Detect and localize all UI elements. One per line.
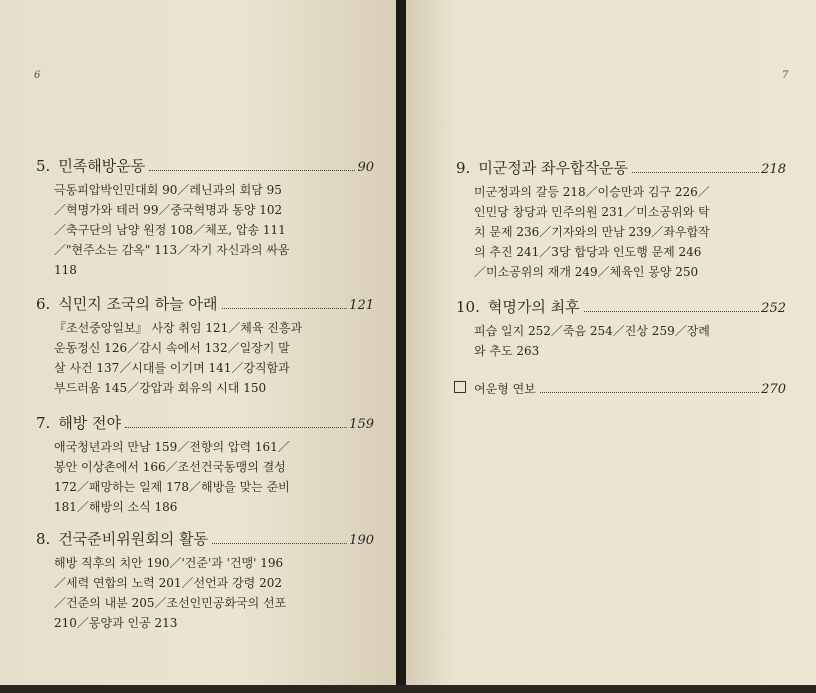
leader-dots (540, 392, 759, 393)
section-number: 5. (36, 157, 51, 175)
section-number: 8. (36, 530, 51, 548)
section-title: 건국준비위원회의 활동 (58, 530, 208, 548)
section-title: 미군정과 좌우합작운동 (478, 159, 628, 177)
toc-section-8 (36, 528, 374, 633)
toc-line: 치 문제 236／기자와의 만남 239／좌우합작 (474, 225, 710, 239)
section-heading (36, 528, 374, 549)
toc-line: 미군정과의 갈등 218／이승만과 김구 226／ (474, 185, 710, 199)
toc-line: 애국청년과의 만남 159／전향의 압력 161／ (54, 440, 290, 454)
right-page (406, 0, 816, 693)
toc-line: 의 추진 241／3당 합당과 인도행 문제 246 (474, 245, 702, 259)
toc-line: 해방 직후의 치안 190／'건준'과 '건맹' 196 (54, 556, 284, 570)
toc-line: ／혁명가와 테러 99／중국혁명과 동양 102 (54, 203, 283, 217)
section-page: 218 (761, 162, 786, 177)
section-title: 혁명가의 최후 (487, 298, 580, 316)
toc-section-9 (456, 157, 786, 282)
section-title: 해방 전야 (58, 414, 122, 432)
book-gutter (396, 0, 406, 693)
left-page (0, 0, 396, 693)
toc-line: ／세력 연합의 노력 201／선언과 강령 202 (54, 576, 282, 590)
section-number: 10. (456, 298, 480, 316)
section-heading (36, 412, 374, 433)
section-number: 9. (456, 159, 471, 177)
toc-line: 210／몽양과 인공 213 (54, 616, 178, 630)
toc-line: 극동피압박인민대회 90／레닌과의 회담 95 (54, 183, 282, 197)
section-page: 159 (349, 417, 374, 432)
toc-line: ／미소공위의 재개 249／체육인 몽양 250 (474, 265, 699, 279)
section-page: 121 (349, 298, 374, 313)
page-number-left: 6 (34, 70, 41, 81)
section-page: 90 (357, 160, 374, 175)
leader-dots (584, 311, 760, 312)
section-page: 190 (349, 533, 374, 548)
toc-line: 181／해방의 소식 186 (54, 500, 178, 514)
leader-dots (632, 172, 759, 173)
page-number-right: 7 (782, 70, 789, 81)
toc-section-7 (36, 412, 374, 517)
toc-line: 『조선중앙일보』 사장 취임 121／체육 진흥과 (54, 321, 303, 335)
toc-line: 인민당 창당과 민주의원 231／미소공위와 탁 (474, 205, 710, 219)
toc-line: 봉안 이상촌에서 166／조선건국동맹의 결성 (54, 460, 286, 474)
section-title: 식민지 조국의 하늘 아래 (58, 295, 218, 313)
appendix-page: 270 (761, 382, 786, 397)
toc-section-10 (456, 296, 786, 361)
toc-line: 와 추도 263 (474, 344, 540, 358)
section-heading (456, 157, 786, 178)
section-title: 민족해방운동 (58, 157, 146, 175)
appendix-title: 여운형 연보 (474, 382, 536, 396)
toc-line: 부드러움 145／강압과 회유의 시대 150 (54, 381, 267, 395)
leader-dots (222, 308, 348, 309)
toc-section-6 (36, 293, 374, 398)
toc-appendix (454, 380, 786, 397)
section-heading (36, 155, 374, 176)
section-page: 252 (761, 301, 786, 316)
toc-section-5 (36, 155, 374, 280)
toc-line: 살 사건 137／시대를 이기며 141／강직함과 (54, 361, 290, 375)
checkbox-square-icon (454, 381, 466, 393)
appendix-heading (454, 380, 786, 397)
toc-line: 피습 일지 252／죽음 254／진상 259／장례 (474, 324, 710, 338)
leader-dots (212, 543, 347, 544)
leader-dots (149, 170, 355, 171)
toc-line: 172／패망하는 일제 178／해방을 맞는 준비 (54, 480, 290, 494)
section-number: 7. (36, 414, 51, 432)
toc-line: ／건준의 내분 205／조선인민공화국의 선포 (54, 596, 287, 610)
section-heading (456, 296, 786, 317)
section-number: 6. (36, 295, 51, 313)
toc-line: 운동정신 126／감시 속에서 132／일장기 말 (54, 341, 290, 355)
toc-line: ／"현주소는 감옥" 113／자기 자신과의 싸움 (54, 243, 290, 257)
toc-line: 118 (54, 263, 77, 277)
leader-dots (125, 427, 347, 428)
bottom-shadow (0, 685, 816, 693)
section-heading (36, 293, 374, 314)
toc-line: ／축구단의 남양 원정 108／체포, 압송 111 (54, 223, 286, 237)
